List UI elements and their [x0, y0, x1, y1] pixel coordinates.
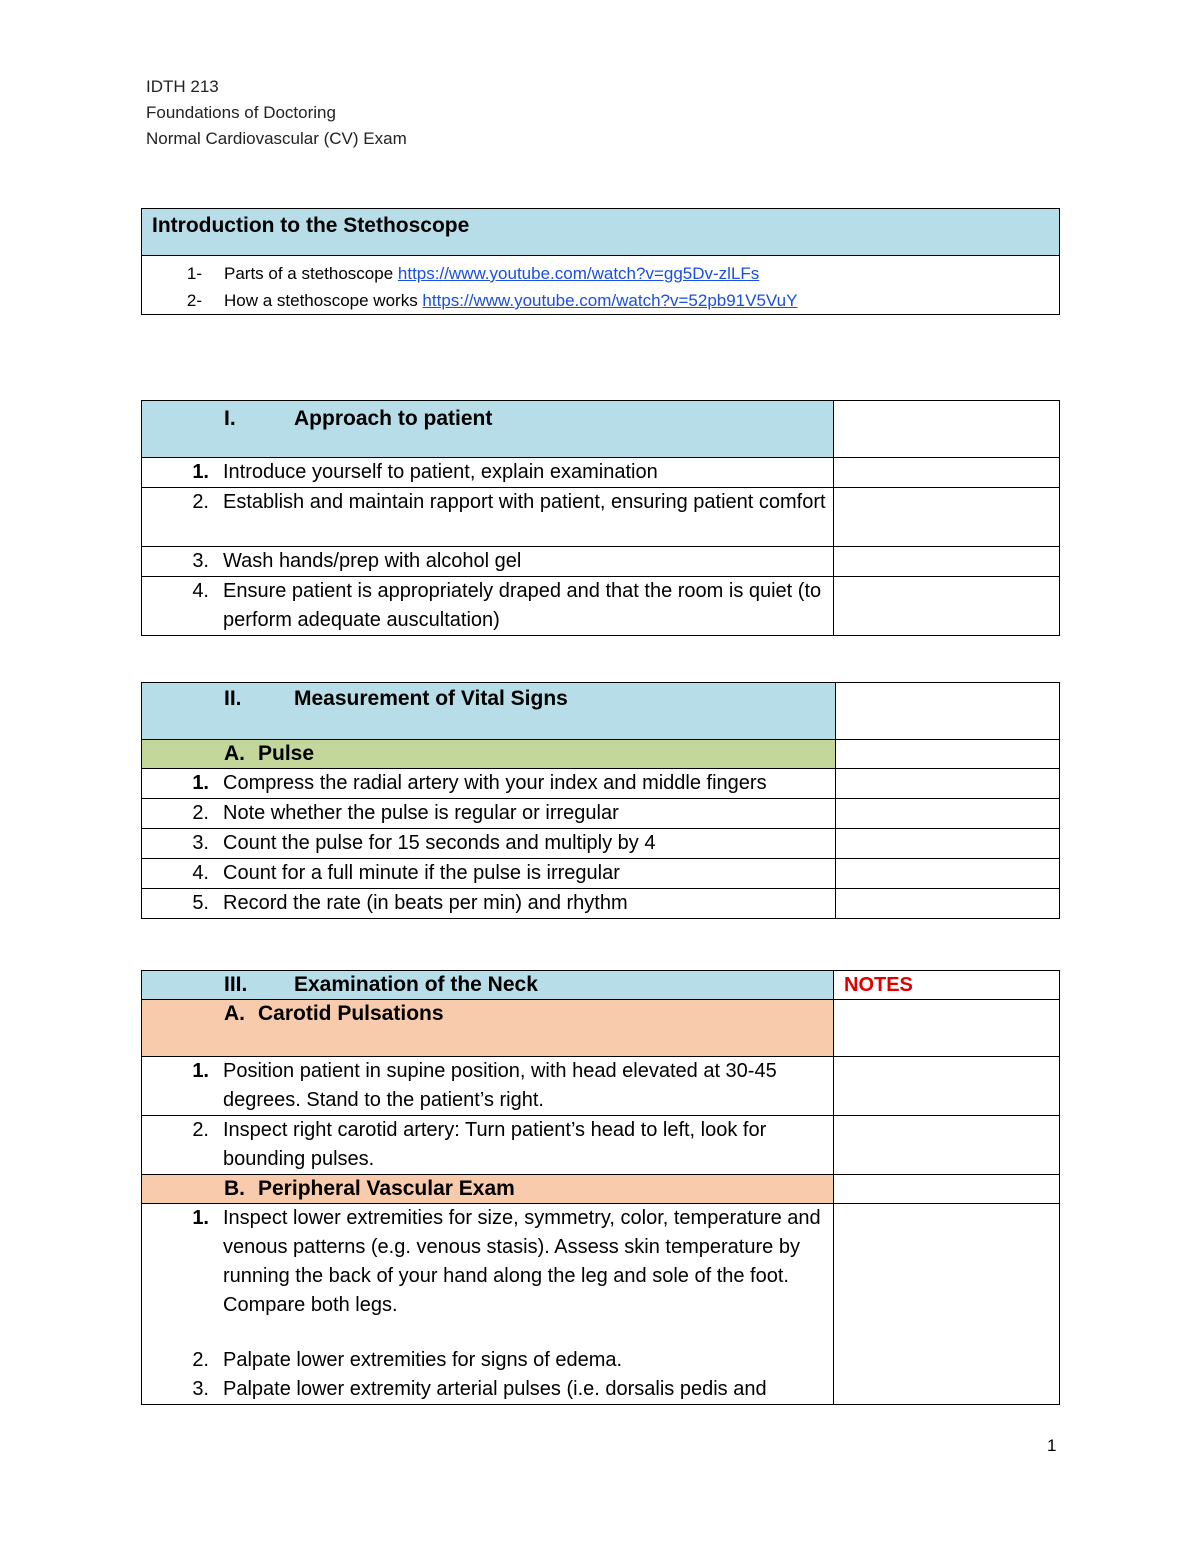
notes-cell[interactable] — [836, 769, 1060, 799]
document-header — [146, 74, 407, 152]
item-number: 2. — [192, 1119, 209, 1141]
intro-body — [142, 256, 1060, 315]
list-item — [142, 287, 1059, 314]
approach-table — [141, 400, 1060, 636]
subsection-letter: A. — [224, 1002, 245, 1025]
item-number: 2. — [192, 1349, 209, 1371]
list-item — [142, 889, 835, 918]
item-text: Count the pulse for 15 seconds and multiply by 4 — [223, 832, 656, 854]
item-text: Ensure patient is appropriately draped and that the room is quiet (to perform adequate auscultation) — [223, 580, 822, 631]
document-title: Normal Cardiovascular (CV) Exam — [146, 129, 407, 148]
notes-cell[interactable] — [834, 1116, 1060, 1175]
intro-table — [141, 208, 1060, 315]
item-number: 2- — [186, 291, 202, 310]
notes-cell[interactable] — [834, 488, 1060, 547]
notes-cell[interactable] — [834, 577, 1060, 636]
section-numeral: II. — [224, 687, 242, 710]
item-text: Inspect right carotid artery: Turn patient’s head to left, look for bounding pulses. — [223, 1119, 767, 1170]
list-item — [142, 1204, 833, 1320]
youtube-link-how-works[interactable]: https://www.youtube.com/watch?v=52pb91V5VuY — [422, 291, 798, 310]
notes-cell[interactable] — [836, 889, 1060, 919]
section-title: Examination of the Neck — [294, 973, 538, 996]
youtube-link-parts[interactable]: https://www.youtube.com/watch?v=gg5Dv-zlLFs — [397, 264, 760, 283]
vital-signs-table — [141, 682, 1060, 919]
item-number: 5. — [192, 892, 209, 914]
notes-cell[interactable] — [834, 1057, 1060, 1116]
item-number: 3. — [192, 832, 209, 854]
carotid-subheader — [142, 1000, 834, 1057]
subsection-title: Pulse — [258, 742, 315, 765]
item-number: 1. — [192, 1207, 209, 1229]
subsection-title: Carotid Pulsations — [258, 1002, 444, 1025]
notes-cell[interactable] — [834, 1204, 1060, 1405]
subsection-letter: A. — [224, 742, 245, 765]
item-number: 1- — [186, 264, 202, 283]
list-item — [142, 769, 835, 798]
item-text: Note whether the pulse is regular or irregular — [223, 802, 619, 824]
pulse-subheader — [142, 740, 836, 769]
list-item — [142, 1346, 833, 1375]
list-item — [142, 1375, 833, 1404]
notes-header-cell — [834, 971, 1060, 1000]
item-text: Compress the radial artery with your index and middle fingers — [223, 772, 767, 794]
item-number: 1. — [192, 1060, 209, 1082]
list-item — [142, 577, 833, 635]
item-number: 1. — [192, 461, 209, 483]
notes-cell[interactable] — [834, 401, 1060, 458]
notes-cell[interactable] — [836, 829, 1060, 859]
section-title: Measurement of Vital Signs — [294, 687, 568, 710]
item-number: 4. — [192, 580, 209, 602]
notes-cell[interactable] — [834, 458, 1060, 488]
course-code: IDTH 213 — [146, 77, 219, 96]
item-number: 4. — [192, 862, 209, 884]
notes-cell[interactable] — [834, 1175, 1060, 1204]
notes-cell[interactable] — [834, 547, 1060, 577]
list-item — [142, 488, 833, 517]
section-title: Approach to patient — [294, 407, 493, 430]
peripheral-subheader — [142, 1175, 834, 1204]
notes-cell[interactable] — [836, 740, 1060, 769]
list-item — [142, 799, 835, 828]
notes-cell[interactable] — [836, 799, 1060, 829]
item-text: Count for a full minute if the pulse is irregular — [223, 862, 620, 884]
list-item — [142, 1116, 833, 1174]
vital-signs-header — [142, 683, 836, 740]
item-number: 2. — [192, 491, 209, 513]
item-number: 3. — [192, 550, 209, 572]
subsection-letter: B. — [224, 1177, 245, 1200]
notes-cell[interactable] — [836, 859, 1060, 889]
item-number: 2. — [192, 802, 209, 824]
list-item — [142, 458, 833, 487]
neck-exam-table — [141, 970, 1060, 1405]
section-numeral: III. — [224, 973, 248, 996]
notes-label: NOTES — [844, 974, 913, 996]
list-item — [142, 547, 833, 576]
list-item — [142, 260, 1059, 287]
approach-header — [142, 401, 834, 458]
intro-header — [142, 209, 1060, 256]
item-number: 3. — [192, 1378, 209, 1400]
item-text: Introduce yourself to patient, explain examination — [223, 461, 658, 483]
neck-exam-header — [142, 971, 834, 1000]
item-text: Inspect lower extremities for size, symmetry, color, temperature and venous patterns (e.g. venous stasis). Assess skin temperature by running the back of your hand along the leg and sole of the foot. Compare both legs. — [223, 1207, 821, 1316]
item-text: Record the rate (in beats per min) and rhythm — [223, 892, 628, 914]
item-text: How a stethoscope works — [224, 291, 423, 310]
notes-cell[interactable] — [834, 1000, 1060, 1057]
list-item — [142, 859, 835, 888]
item-text: Parts of a stethoscope — [224, 264, 398, 283]
page-number: 1 — [1047, 1436, 1057, 1455]
course-title: Foundations of Doctoring — [146, 103, 336, 122]
item-text: Position patient in supine position, with head elevated at 30-45 degrees. Stand to the patient’s right. — [223, 1060, 777, 1111]
item-text: Wash hands/prep with alcohol gel — [223, 550, 522, 572]
item-number: 1. — [192, 772, 209, 794]
list-item — [142, 829, 835, 858]
section-numeral: I. — [224, 407, 236, 430]
list-item — [142, 1057, 833, 1115]
item-text: Palpate lower extremities for signs of edema. — [223, 1349, 623, 1371]
intro-title: Introduction to the Stethoscope — [152, 214, 470, 237]
item-text: Palpate lower extremity arterial pulses (i.e. dorsalis pedis and — [223, 1378, 767, 1400]
subsection-title: Peripheral Vascular Exam — [258, 1177, 515, 1200]
notes-cell[interactable] — [836, 683, 1060, 740]
item-text: Establish and maintain rapport with patient, ensuring patient comfort — [223, 491, 826, 513]
